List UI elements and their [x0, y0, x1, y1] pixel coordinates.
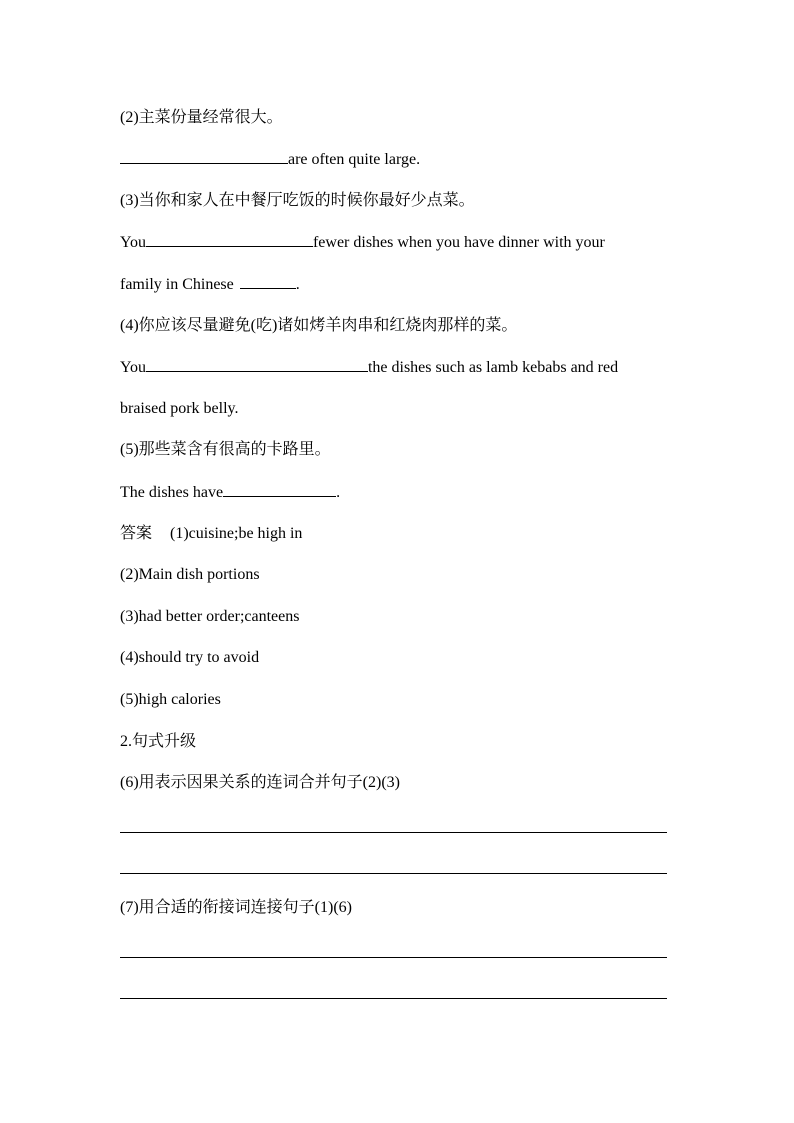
- q5-english-after: .: [336, 484, 341, 501]
- q3-blank-1[interactable]: [146, 232, 313, 247]
- q6-answer-line-1[interactable]: [120, 832, 667, 833]
- answer-4: (4)should try to avoid: [120, 649, 260, 666]
- q4-english: [120, 357, 618, 378]
- answer-1: (1)cuisine;be high in: [170, 525, 303, 542]
- q5-chinese: (5)那些菜含有很高的卡路里。: [120, 441, 331, 458]
- q2-chinese: (2)主菜份量经常很大。: [120, 109, 283, 126]
- q3-english-line2: [120, 274, 300, 295]
- q5-english: [120, 482, 340, 503]
- q7-prompt: (7)用合适的衔接词连接句子(1)(6): [120, 899, 352, 916]
- q3-english: [120, 232, 605, 253]
- q3-english-after: fewer dishes when you have dinner with your: [312, 234, 605, 251]
- q5-blank[interactable]: [223, 482, 336, 497]
- answer-line-1: [120, 524, 302, 544]
- q4-english-line2: braised pork belly.: [120, 400, 239, 417]
- q6-answer-line-2[interactable]: [120, 873, 667, 874]
- q3-blank-2[interactable]: [240, 274, 296, 289]
- q3-chinese: (3)当你和家人在中餐厅吃饭的时候你最好少点菜。: [120, 192, 475, 209]
- q4-chinese: (4)你应该尽量避免(吃)诸如烤羊肉串和红烧肉那样的菜。: [120, 317, 518, 334]
- q3-english-line2-after: .: [295, 276, 300, 293]
- q4-blank[interactable]: [146, 357, 368, 372]
- answer-2: (2)Main dish portions: [120, 566, 260, 583]
- q5-english-before: The dishes have: [120, 484, 224, 501]
- q2-blank[interactable]: [120, 149, 288, 164]
- answer-5: (5)high calories: [120, 691, 221, 708]
- q6-prompt: (6)用表示因果关系的连词合并句子(2)(3): [120, 774, 400, 791]
- q3-english-before: You: [120, 234, 146, 251]
- answer-label: 答案: [120, 525, 153, 542]
- q4-english-before: You: [120, 359, 146, 376]
- section2-title: 2.句式升级: [120, 733, 197, 750]
- q3-english-line2-before: family in Chinese: [120, 276, 234, 293]
- q4-english-after: the dishes such as lamb kebabs and red: [367, 359, 619, 376]
- answer-3: (3)had better order;canteens: [120, 608, 300, 625]
- q2-english-after: are often quite large.: [288, 151, 421, 168]
- q2-english: [120, 149, 420, 170]
- q7-answer-line-1[interactable]: [120, 957, 667, 958]
- q7-answer-line-2[interactable]: [120, 998, 667, 999]
